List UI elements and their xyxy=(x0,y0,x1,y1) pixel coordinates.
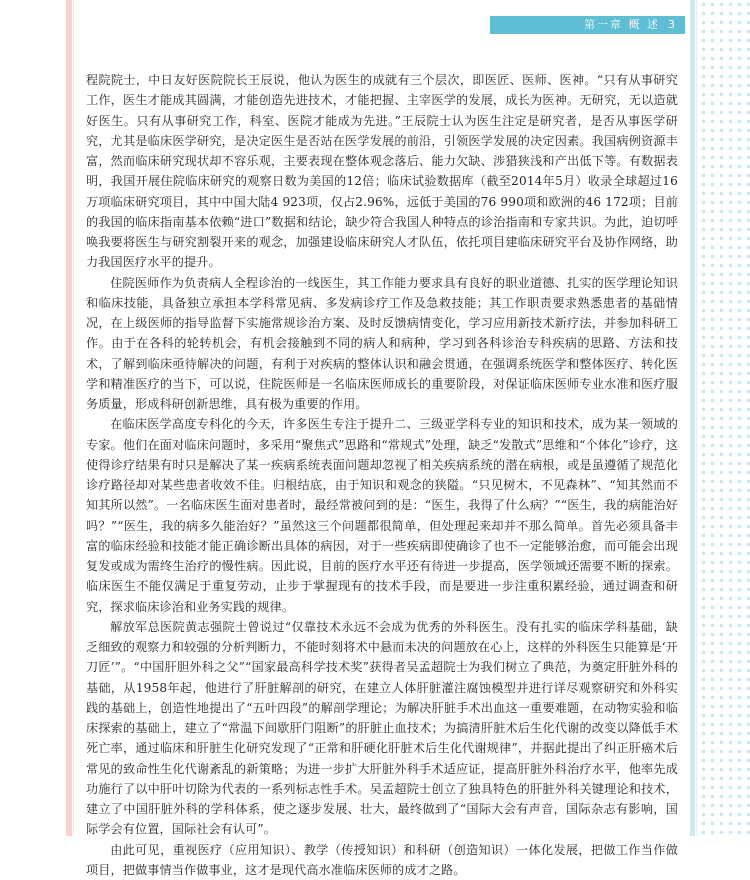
running-header xyxy=(490,16,685,34)
right-margin-rule xyxy=(690,0,695,836)
right-margin-rule-thin xyxy=(696,0,697,836)
paragraph: 解放军总医院黄志强院士曾说过“仅靠技术永远不会成为优秀的外科医生。没有扎实的临床学科基础，缺乏细致的观察力和较强的分析判断力，不能时刻将术中悬而未决的问题放在心上，这样的外科医生只能算是‘开刀匠’”。“中国肝胆外科之父”“国家最高科学技术奖”获得者吴孟超院士为我们树立了典范，为奠定肝脏外科的基础，从1958年起，他进行了肝脏解剖的研究，在建立人体肝脏灌注腐蚀模型并进行详尽观察研究和外科实践的基础上，创造性地提出了“五叶四段”的解剖学理论；为解决肝脏手术出血这一重要难题，在动物实验和临床探索的基础上，建立了“常温下间歇肝门阻断”的肝脏止血技术；为搞清肝脏术后生化代谢的改变以降低手术死亡率，通过临床和肝脏生化研究发现了“正常和肝硬化肝脏术后生化代谢规律”，并据此提出了纠正肝癌术后常见的致命性生化代谢紊乱的新策略；为进一步扩大肝脏外科手术适应证，提高肝脏外科治疗水平，他率先成功施行了以中肝叶切除为代表的一系列标志性手术。吴孟超院士创立了独具特色的肝脏外科关键理论和技术，建立了中国肝脏外科的学科体系，使之逐步发展、壮大，最终做到了“国际大会有声音，国际杂志有影响，国际学会有位置，国际社会有认可”。 xyxy=(86,617,678,840)
page-body xyxy=(86,70,678,880)
left-margin-rule-thin xyxy=(73,0,74,836)
chapter-title: 第一章 概 述 xyxy=(584,18,660,31)
decorative-dot-pattern xyxy=(699,0,750,836)
page-number: 3 xyxy=(668,18,677,31)
paragraph: 住院医师作为负责病人全程诊治的一线医生，其工作能力要求具有良好的职业道德、扎实的医学理论知识和临床技能，具备独立承担本学科常见病、多发病诊疗工作及急救技能；其工作职责要求熟悉患者的基础情况，在上级医师的指导监督下实施常规诊治方案、及时反馈病情变化，学习应用新技术新疗法，并参加科研工作。由于在各科的轮转机会，有机会接触到不同的病人和病种，学习到各科诊治专科疾病的思路、方法和技术，了解到临床亟待解决的问题，有利于对疾病的整体认识和融会贯通，在强调系统医学和整体医疗、转化医学和精准医疗的当下，可以说，住院医师是一名临床医师成长的重要阶段，对保证临床医师专业水准和医疗服务质量，形成科研创新思维，具有极为重要的作用。 xyxy=(86,273,678,415)
paragraph: 程院院士，中日友好医院院长王辰说，他认为医生的成就有三个层次，即医匠、医师、医神。“只有从事研究工作，医生才能成其圆满，才能创造先进技术，才能把握、主宰医学的发展，成长为医神。无研究，无以造就好医生。只有从事研究工作，科室、医院才能成为先进。”王辰院士认为医生注定是研究者，是否从事医学研究，尤其是临床医学研究，是决定医生是否站在医学发展的前沿，引领医学发展的决定因素。我国病例资源丰富，然而临床研究现状却不容乐观，主要表现在整体观念落后、能力欠缺、涉猎狭浅和产出低下等。有数据表明，我国开展住院临床研究的观察日数为美国的12倍；临床试验数据库（截至2014年5月）收录全球超过16万项临床研究项目，其中中国大陆4 923项，仅占2.96%，远低于美国的76 990项和欧洲的46 172项；目前的我国的临床指南基本依赖“进口”数据和结论，缺少符合我国人种特点的诊治指南和专家共识。为此，迫切呼唤我要将医生与研究割裂开来的观念，加强建设临床研究人才队伍，依托项目建临床研究平台及协作网络，助力我国医疗水平的提升。 xyxy=(86,70,678,273)
paragraph: 由此可见，重视医疗（应用知识）、教学（传授知识）和科研（创造知识）一体化发展，把做工作当作做项目，把做事情当作做事业，这才是现代高水准临床医师的成才之路。 xyxy=(86,840,678,880)
left-margin-rule xyxy=(66,0,72,836)
paragraph: 在临床医学高度专科化的今天，许多医生专注于提升二、三级亚学科专业的知识和技术，成为某一领域的专家。他们在面对临床问题时，多采用“聚焦式”思路和“常规式”处理，缺乏“发散式”思维和“个体化”诊疗，这使得诊疗结果有时只是解决了某一疾病系统表面问题却忽视了相关疾病系统的潜在病根，或是虽遵循了规范化诊疗路径却对某些患者收效不佳。归根结底，由于知识和观念的狭隘。“只见树木，不见森林”、“知其然而不知其所以然”。一名临床医生面对患者时，最经常被问到的是：“医生，我得了什么病？”“医生，我的病能治好吗？”“医生，我的病多久能治好？”虽然这三个问题都很简单，但处理起来却并不那么简单。首先必须具备丰富的临床经验和技能才能正确诊断出具体的病因，对于一些疾病即使确诊了也不一定能够治愈，而可能会出现复发或成为需终生治疗的慢性病。因此说，目前的医疗水平还有待进一步提高，医学领域还需要不断的探索。临床医生不能仅满足于重复劳动，止步于掌握现有的技术手段，而是要进一步注重积累经验，通过调查和研究，探求临床诊治和业务实践的规律。 xyxy=(86,414,678,617)
